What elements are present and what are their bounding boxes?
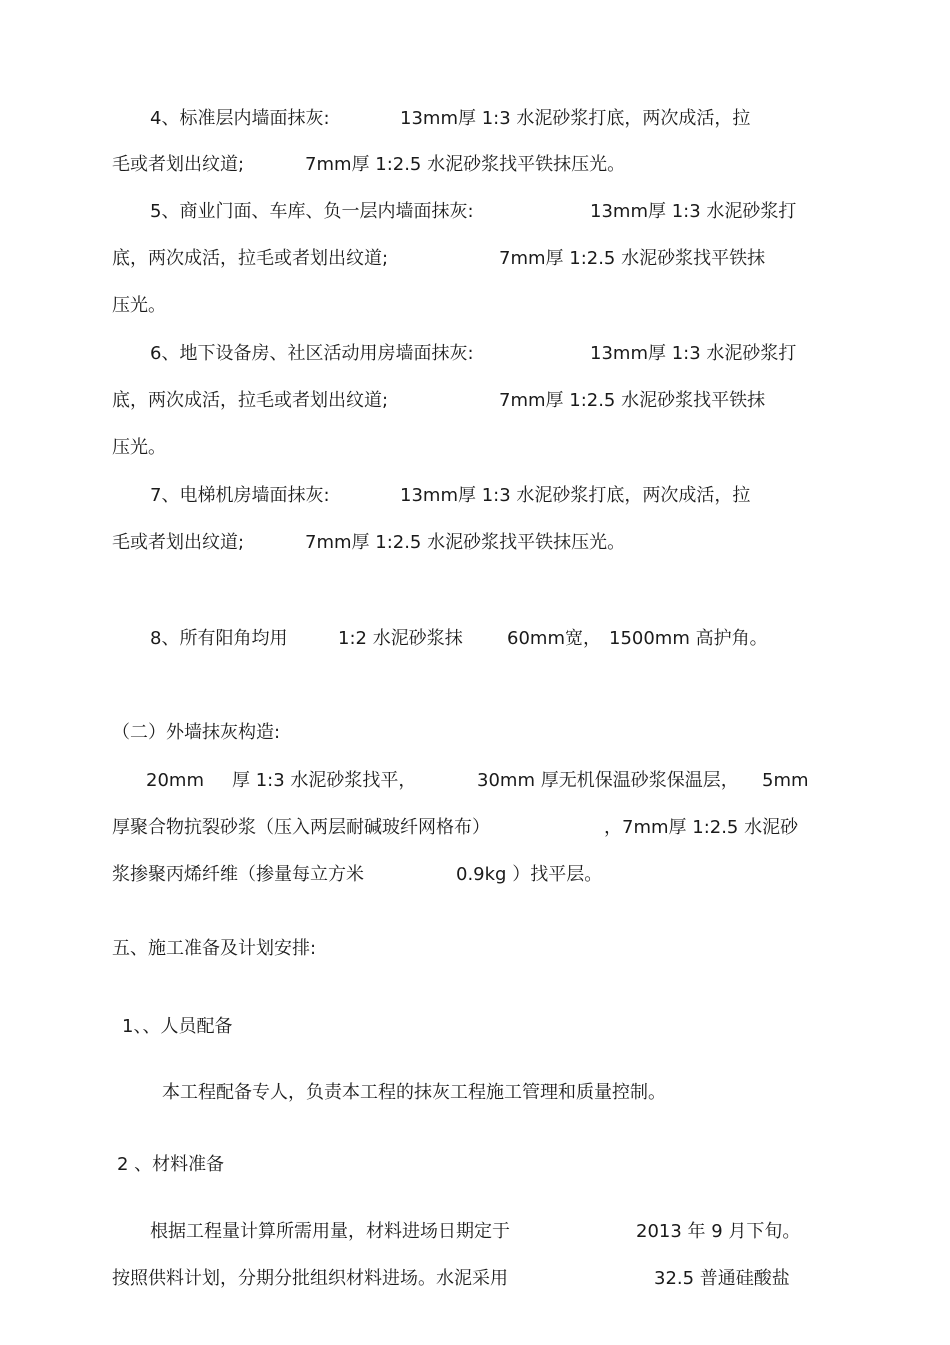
sub-2-heading: 2 、材料准备 — [117, 1154, 225, 1175]
item-7-spec-2: 7mm厚 1:2.5 水泥砂浆找平铁抹压光。 — [305, 532, 626, 553]
item-5-end: 压光。 — [112, 295, 166, 316]
item-6-end: 压光。 — [112, 437, 166, 458]
item-6-text: 底，两次成活，拉毛或者划出纹道; — [112, 390, 389, 411]
item-5-label: 5、商业门面、车库、负一层内墙面抹灰: — [150, 201, 474, 222]
item-7-label: 7、电梯机房墙面抹灰: — [150, 485, 330, 506]
exterior-heading: （二）外墙抹灰构造: — [112, 722, 281, 743]
item-6-spec: 13mm厚 1:3 水泥砂浆打 — [590, 343, 797, 364]
sub-1-heading: 1、、人员配备 — [122, 1016, 233, 1037]
item-5-spec-2: 7mm厚 1:2.5 水泥砂浆找平铁抹 — [499, 248, 766, 269]
item-8-c: 60mm宽， — [507, 628, 601, 649]
item-8-b: 1:2 水泥砂浆抹 — [338, 628, 463, 649]
item-4-spec: 13mm厚 1:3 水泥砂浆打底，两次成活，拉 — [400, 108, 751, 129]
exterior-1-d: 5mm — [762, 770, 809, 791]
item-4-spec-2: 7mm厚 1:2.5 水泥砂浆找平铁抹压光。 — [305, 154, 626, 175]
item-7-spec: 13mm厚 1:3 水泥砂浆打底，两次成活，拉 — [400, 485, 751, 506]
item-7-text: 毛或者划出纹道; — [112, 532, 245, 553]
sub-2-2-b: 32.5 普通硅酸盐 — [654, 1268, 790, 1289]
sub-1-body: 本工程配备专人，负责本工程的抹灰工程施工管理和质量控制。 — [162, 1082, 666, 1103]
item-5-spec: 13mm厚 1:3 水泥砂浆打 — [590, 201, 797, 222]
exterior-1-c: 30mm 厚无机保温砂浆保温层， — [477, 770, 739, 791]
item-4-text: 毛或者划出纹道; — [112, 154, 245, 175]
exterior-2-b: ，7mm厚 1:2.5 水泥砂 — [604, 817, 799, 838]
item-6-spec-2: 7mm厚 1:2.5 水泥砂浆找平铁抹 — [499, 390, 766, 411]
item-6-label: 6、地下设备房、社区活动用房墙面抹灰: — [150, 343, 474, 364]
section-5-heading: 五、施工准备及计划安排: — [112, 938, 317, 959]
exterior-1-a: 20mm — [146, 770, 204, 791]
item-4-label: 4、标准层内墙面抹灰: — [150, 108, 330, 129]
exterior-1-b: 厚 1:3 水泥砂浆找平， — [232, 770, 417, 791]
sub-2-1-b: 2013 年 9 月下旬。 — [636, 1221, 801, 1242]
exterior-2-a: 厚聚合物抗裂砂浆（压入两层耐碱玻纤网格布） — [112, 817, 490, 838]
item-5-text: 底，两次成活，拉毛或者划出纹道; — [112, 248, 389, 269]
item-8-d: 1500mm 高护角。 — [609, 628, 768, 649]
item-8-a: 8、所有阳角均用 — [150, 628, 288, 649]
exterior-3-a: 浆掺聚丙烯纤维（掺量每立方米 — [112, 864, 364, 885]
exterior-3-b: 0.9kg ）找平层。 — [456, 864, 603, 885]
sub-2-1-a: 根据工程量计算所需用量，材料进场日期定于 — [150, 1221, 510, 1242]
sub-2-2-a: 按照供料计划，分期分批组织材料进场。水泥采用 — [112, 1268, 508, 1289]
